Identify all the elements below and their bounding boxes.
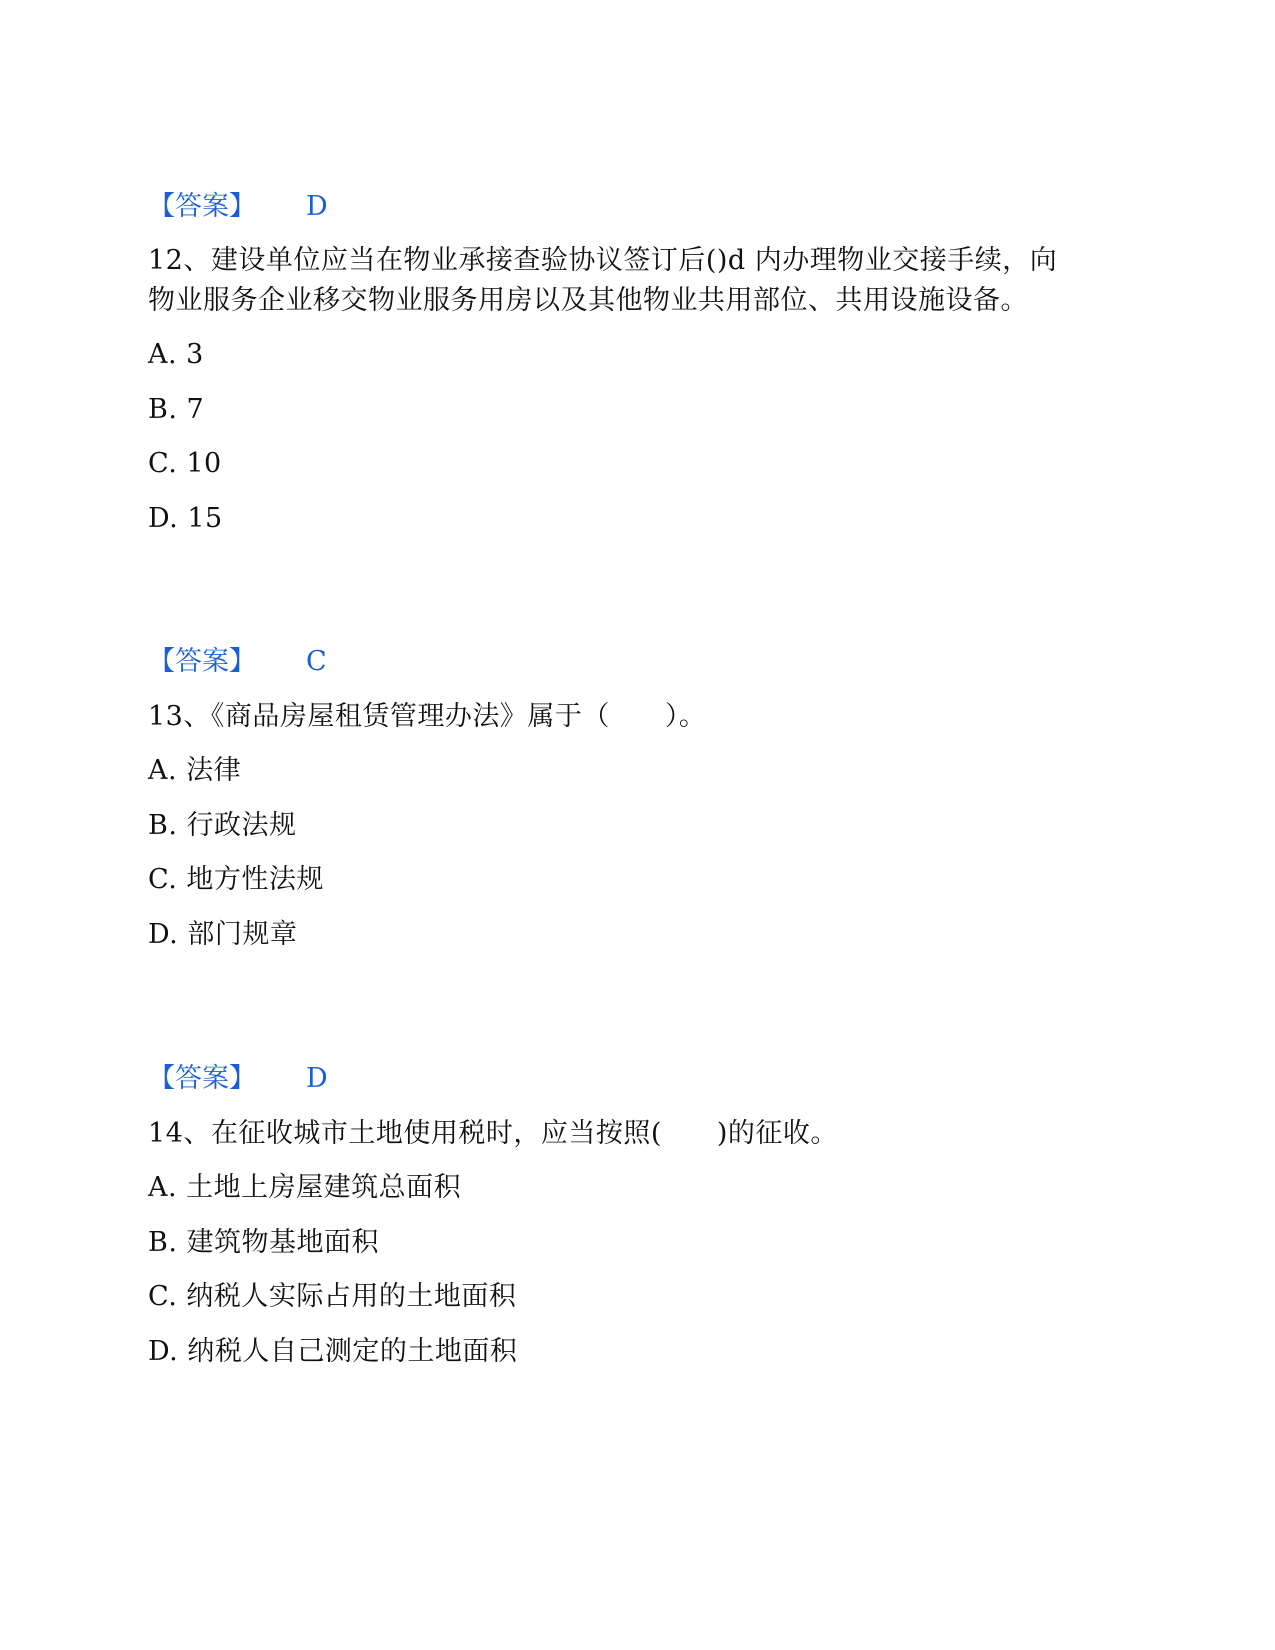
answer-value: C bbox=[306, 646, 327, 677]
answer-line bbox=[148, 190, 328, 224]
question-13-option-d: D. 部门规章 bbox=[148, 919, 298, 950]
question-12-stem-line2: 物业服务企业移交物业服务用房以及其他物业共用部位、共用设施设备。 bbox=[148, 285, 1028, 316]
question-14-option-d: D. 纳税人自己测定的土地面积 bbox=[148, 1336, 518, 1367]
question-14-option-a: A. 土地上房屋建筑总面积 bbox=[148, 1172, 462, 1203]
question-12-option-c: C. 10 bbox=[148, 448, 222, 479]
question-14-option-b: B. 建筑物基地面积 bbox=[148, 1227, 380, 1258]
answer-line bbox=[148, 645, 327, 679]
question-13-stem: 13、《商品房屋租赁管理办法》属于（ ）。 bbox=[148, 701, 707, 732]
question-12-option-b: B. 7 bbox=[148, 394, 205, 425]
answer-label: 【答案】 bbox=[148, 191, 256, 222]
answer-label: 【答案】 bbox=[148, 646, 256, 677]
question-13-option-c: C. 地方性法规 bbox=[148, 864, 324, 895]
answer-line bbox=[148, 1062, 328, 1096]
question-12-stem-line1: 12、建设单位应当在物业承接查验协议签订后()d 内办理物业交接手续，向 bbox=[148, 245, 1058, 276]
answer-value: D bbox=[306, 191, 328, 222]
question-13-option-a: A. 法律 bbox=[148, 755, 242, 786]
question-14-option-c: C. 纳税人实际占用的土地面积 bbox=[148, 1281, 517, 1312]
question-12-option-d: D. 15 bbox=[148, 503, 223, 534]
question-13-option-b: B. 行政法规 bbox=[148, 810, 297, 841]
answer-label: 【答案】 bbox=[148, 1063, 256, 1094]
question-14-stem: 14、在征收城市土地使用税时，应当按照( )的征收。 bbox=[148, 1118, 838, 1149]
question-12-option-a: A. 3 bbox=[148, 339, 204, 370]
answer-value: D bbox=[306, 1063, 328, 1094]
